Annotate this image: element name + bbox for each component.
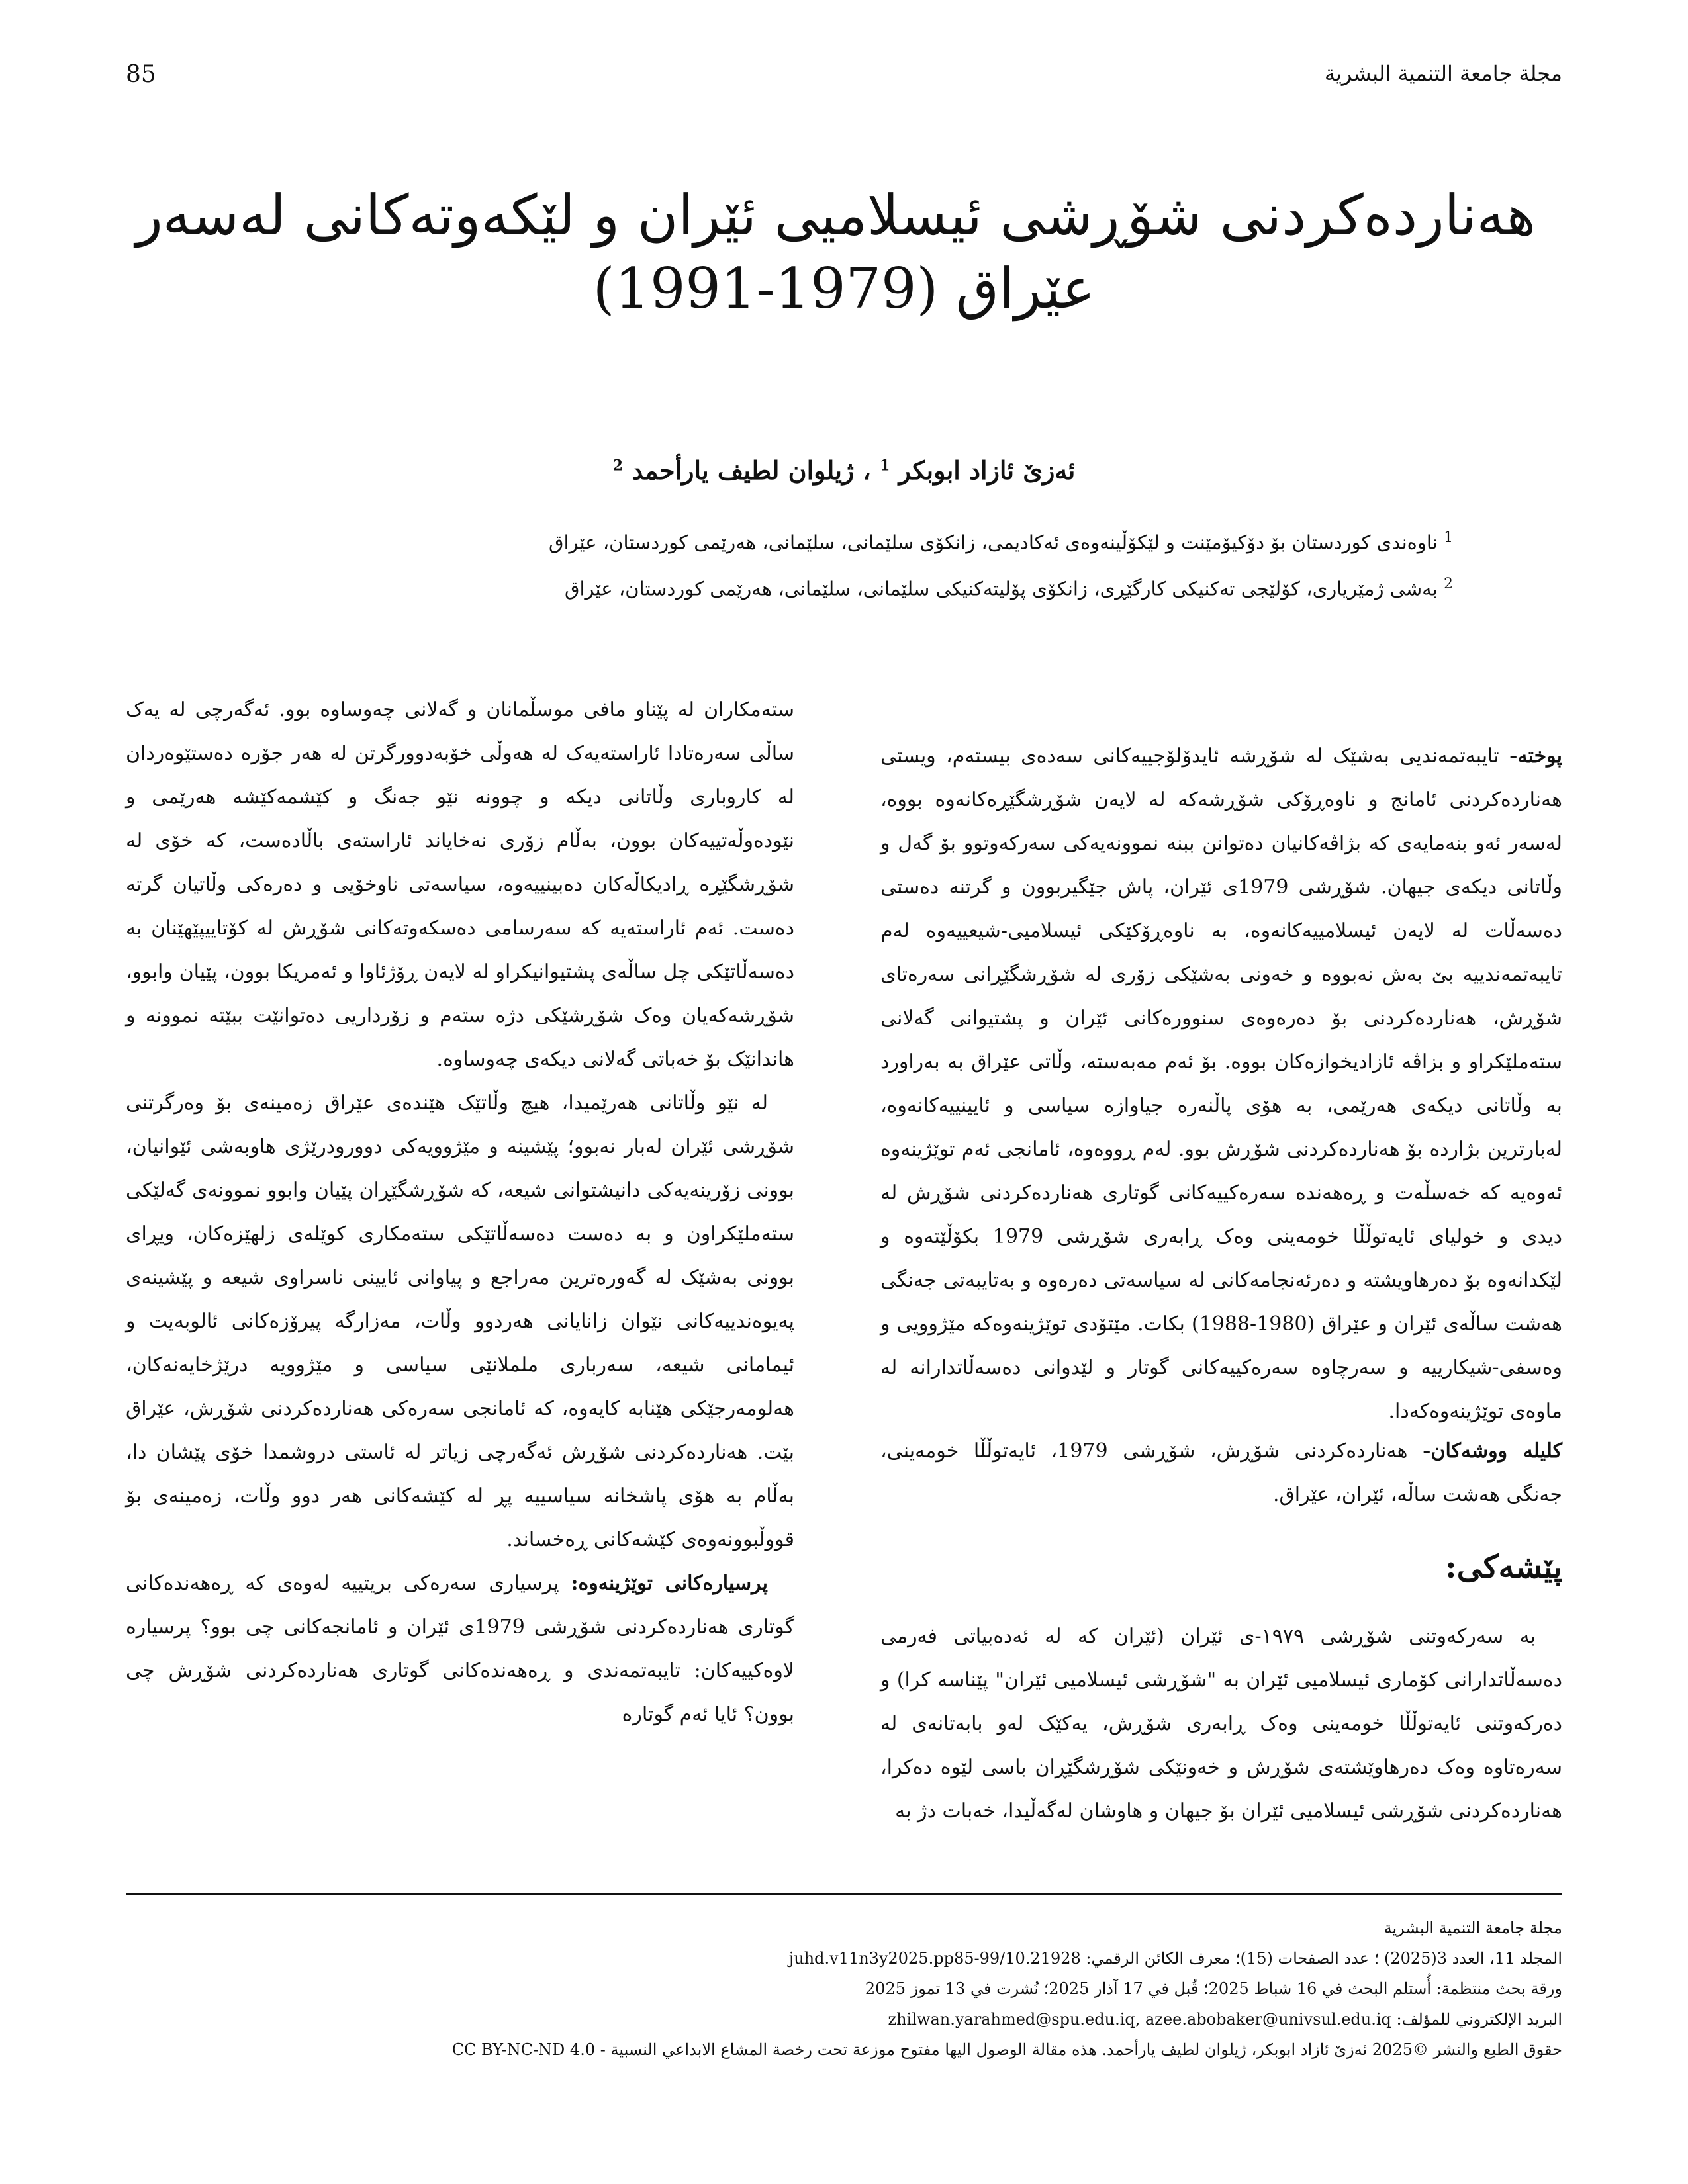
affiliation-1-superscript: 1 (1444, 529, 1453, 546)
author-1-superscript: 1 (880, 457, 890, 475)
introduction-text-block (880, 1615, 1562, 1833)
footer-volume-doi: المجلد 11، العدد 3(2025) ؛ عدد الصفحات (15)؛ معرف الكائن الرقمي: 10.21928/juhd.v11n3y2025.pp85-99 (788, 1949, 1562, 1968)
page-number: 85 (126, 61, 156, 88)
abstract-text: تایبەتمەندیی بەشێک لە شۆڕشە ئایدۆلۆجییەکانی سەدەی بیستەم، ویستی هەناردەکردنی ئامانج و ناوەڕۆکی شۆڕشەکە لە لایەن شۆڕشگێڕەکانەوە بووە، لەسەر ئەو بنەمایەی کە بژاڤەکانیان دەتوانن ببنە نموونەیەکی سەرکەوتوو بۆ گەل و وڵاتانی دیکەی جیهان. شۆڕشی 1979ی ئێران، پاش جێگیربوون و گرتنە دەستی دەسەڵات لە لایەن ئیسلامییەکانەوە، بە ناوەڕۆکێکی ئیسلامیی-شیعییەوە لەم تایبەتمەندییە بێ بەش نەبووە و خەونی بەشێکی زۆری لە شۆڕشگێڕانی سەرەتای شۆڕش، هەناردەکردنی بۆ دەرەوەی سنوورەکانی ئێران و پشتیوانی گەلانی ستەملێکراو و بزاڤە ئازادیخوازەکان بووە. بۆ ئەم مەبەستە، وڵاتی عێراق بە بەراورد بە وڵاتانی دیکەی هەرێمی، بە هۆی پاڵنەرە جیاوازە سیاسی و ئایینییەکانەوە، لەبارترین بژاردە بۆ هەناردەکردنی شۆڕش بوو. لەم ڕووەوە، ئامانجی ئەم توێژینەوە ئەوەیە کە خەسڵەت و ڕەهەندە سەرەکییەکانی گوتاری هەناردەکردنی شۆڕش لە دیدی و خولیای ئایەتوڵڵا خومەینی وەک ڕابەری شۆڕشی 1979 بکۆڵێتەوە و لێکدانەوە بۆ دەرهاویشتە و دەرئەنجامەکانی لە سیاسەتی دەرەوە و بەتایبەتی جەنگی هەشت ساڵەی ئێران و عێراق (1980-1988) بکات. مێتۆدی توێژینەوەکە مێژوویی و وەسفی-شیکارییە و سەرچاوە سەرەکییەکانی گوتار و لێدوانی دەسەڵاتدارانە لە ماوەی توێژینەوەکەدا. (880, 745, 1563, 1423)
affiliation-1 (549, 529, 1453, 554)
left-paragraph-1: ستەمکاران لە پێناو مافی موسڵمانان و گەلانی چەوساوە بوو. ئەگەرچی لە یەک ساڵی سەرەتادا ئاراستەیەک لە هەوڵی خۆبەدوورگرتن لە هەر جۆرە دەستێوەردان لە کاروباری وڵاتانی دیکە و چوونە نێو جەنگ و کێشمەکێشە هەرێمی و نێودەوڵەتییەکان بوون، بەڵام زۆری نەخایاند ئاراستەی باڵادەست، کە خۆی لە شۆڕشگێڕە ڕادیکاڵەکان دەبینییەوە، سیاسەتی ناوخۆیی و دەرەکی وڵاتیان گرتە دەست. ئەم ئاراستەیە کە سەرسامی دەسکەوتەکانی شۆڕش لە کۆتاییپێهێنان بە دەسەڵاتێکی چل ساڵەی پشتیوانیکراو لە لایەن ڕۆژئاوا و ئەمریکا بوون، پێیان وابوو، شۆڕشەکەیان وەک شۆڕشێکی دژە ستەم و زۆرداریی دەتوانێت ببێتە نموونە و هاندانێک بۆ خەباتی گەلانی دیکەی چەوساوە. (126, 698, 794, 1071)
affiliation-2 (565, 576, 1453, 600)
title-line-2: عێراق (1979-1991) (592, 255, 1096, 321)
abstract-block (880, 735, 1562, 1433)
keywords-label: کلیلە ووشەکان- (1423, 1439, 1562, 1463)
footer-copyright: حقوق الطبع والنشر ©2025 ئەزێ ئازاد ابوبکر، ژیلوان لطیف یارأحمد. هذه مقالة الوصول اليها مفتوح موزعة تحت رخصة المشاع الابداعي النسبية - CC BY-NC-ND 4.0 (451, 2040, 1562, 2059)
paper-title (136, 179, 1536, 326)
introduction-paragraph: بە سەرکەوتنی شۆڕشی ١٩٧٩-ی ئێران (ئێران کە لە ئەدەبیاتی فەرمی دەسەڵاتدارانی کۆماری ئیسلامیی ئێران بە "شۆڕشی ئیسلامیی ئێران" پێناسە کرا) و دەرکەوتنی ئایەتوڵڵا خومەینی وەک ڕابەری شۆڕش، یەکێک لەو بابەتانەی لە سەرەتاوە وەک دەرهاوێشتەی شۆڕش و خەونێکی شۆڕشگێڕان باسی لێوە دەکرا، هەناردەکردنی شۆڕشی ئیسلامیی ئێران بۆ جیهان و هاوشان لەگەڵیدا، خەبات دژ بە (880, 1625, 1562, 1823)
author-separator: ، (854, 455, 871, 485)
footer-emails: البريد الإلكتروني للمؤلف: zhilwan.yarahmed@spu.edu.iq, azee.abobaker@univsul.edu.iq (888, 2010, 1562, 2028)
author-2-superscript: 2 (612, 457, 623, 475)
research-questions-text: پرسیاری سەرەکی بریتییە لەوەی کە ڕەهەندەکانی گوتاری هەناردەکردنی شۆڕشی 1979ی ئێران و ئامانجەکانی چی بوو؟ پرسیارە لاوەکییەکان: تایبەتمەندی و ڕەهەندەکانی گوتاری هەناردەکردنی شۆڕش چی بوون؟ ئایا ئەم گوتارە (126, 1572, 794, 1726)
affiliation-1-text: ناوەندی کوردستان بۆ دۆکیۆمێنت و لێکۆڵینەوەی ئەکادیمی، زانکۆی سلێمانی، سلێمانی، هەرێمی کوردستان، عێراق (548, 531, 1438, 554)
footer (126, 1913, 1562, 2065)
keywords-text: هەناردەکردنی شۆڕش، شۆڕشی 1979، ئایەتوڵڵا خومەینی، جەنگی هەشت ساڵە، ئێران، عێراق. (880, 1439, 1562, 1506)
abstract-label: پوختە- (1509, 745, 1562, 768)
journal-name-header: مجلة جامعة التنمية البشرية (1324, 61, 1562, 86)
affiliation-2-text: بەشی ژمێریاری، کۆلێجی تەکنیکی کارگێڕی، زانکۆی پۆلیتەکنیکی سلێمانی، سلێمانی، هەرێمی کوردستان، عێراق (565, 577, 1438, 600)
introduction-heading: پێشەکی: (1445, 1549, 1562, 1586)
author-1-name: ئەزێ ئازاد ابوبکر (898, 455, 1076, 485)
title-line-1: هەناردەکردنی شۆڕشی ئیسلامیی ئێران و لێکەوتەکانی لەسەر (136, 183, 1536, 248)
author-2-name: ژیلوان لطیف یارأحمد (632, 455, 855, 485)
affiliation-2-superscript: 2 (1444, 576, 1453, 592)
left-paragraph-2: لە نێو وڵاتانی هەرێمیدا، هیچ وڵاتێک هێندەی عێراق زەمینەی بۆ وەرگرتنی شۆڕشی ئێران لەبار نەبوو؛ پێشینە و مێژوویەکی دوورودرێژی هاوبەشی ئێوانیان، بوونی زۆرینەیەکی دانیشتوانی شیعە، کە شۆڕشگێڕان پێیان وابوو نموونەی گەلێکی ستەملێکراون و بە دەست دەسەڵاتێکی ستەمکاری کوێلەی زلهێزەکان، ویڕای بوونی بەشێک لە گەورەترین مەراجع و پیاوانی ئایینی ناسراوی شیعە و پێشینەی پەیوەندییەکانی نێوان زانایانی هەردوو وڵات، مەزارگە پیرۆزەکانی ئالوبەیت و ئیمامانی شیعە، سەرباری ململانێی سیاسی و مێژوویە درێژخایەنەکان، هەلومەرجێکی هێنابە کایەوە، کە ئامانجی سەرەکی هەناردەکردنی شۆڕش، عێراق بێت. هەناردەکردنی شۆڕش ئەگەرچی زیاتر لە ئاستی دروشمدا خۆی پێشان دا، بەڵام بە هۆی پاشخانە سیاسییە پڕ لە کێشەکانی هەر دوو وڵات، زەمینەی بۆ قووڵبوونەوەی کێشەکانی ڕەخساند. (126, 1091, 794, 1551)
authors (126, 455, 1562, 485)
footer-divider (126, 1893, 1562, 1895)
research-questions-label: پرسیارەکانی توێژینەوە: (571, 1572, 768, 1595)
left-column (126, 688, 794, 1737)
footer-journal: مجلة جامعة التنمية البشرية (1383, 1919, 1562, 1937)
footer-dates: ورقة بحث منتظمة: أُستلم البحث في 16 شباط 2025؛ قُبل في 17 آذار 2025؛ نُشرت في 13 تموز 2025 (865, 1979, 1562, 1998)
keywords-block (880, 1430, 1562, 1517)
